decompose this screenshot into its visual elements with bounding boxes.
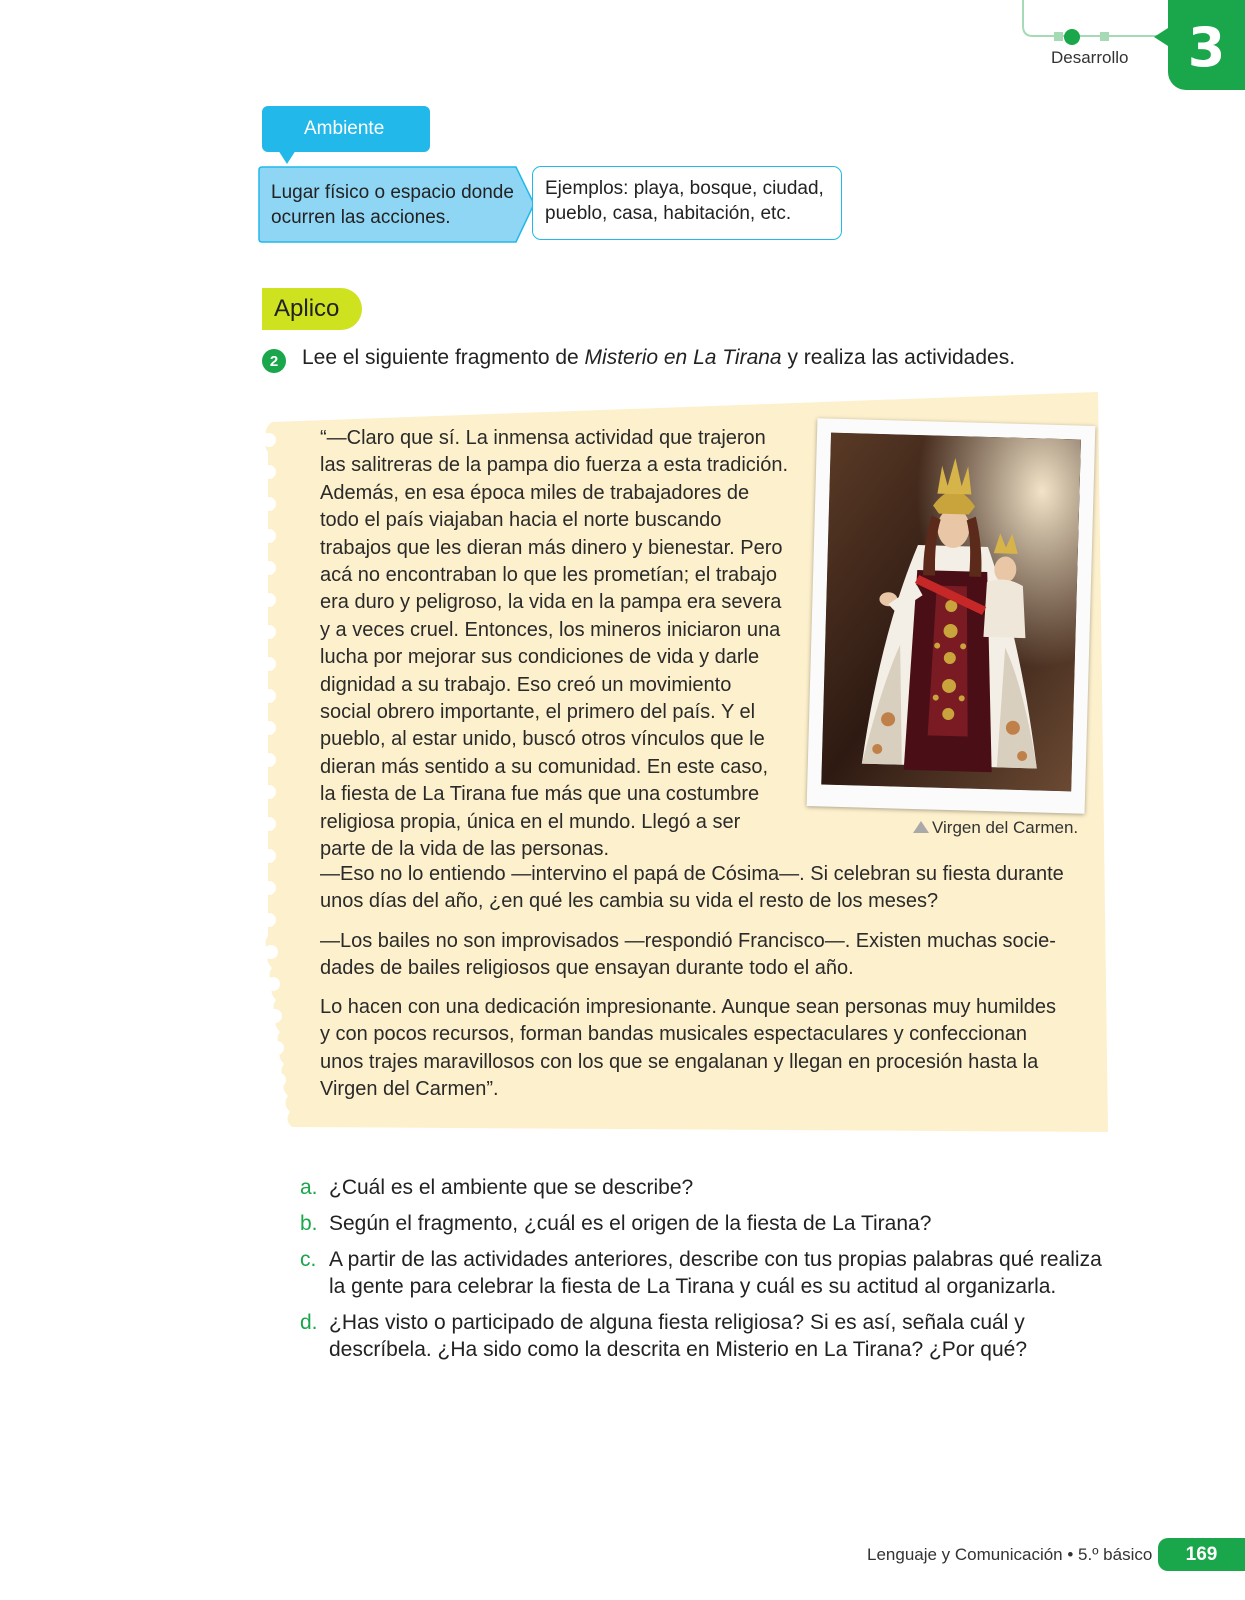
reading-line: —Los bailes no son improvisados —respondió Francisco—. Existen muchas socie-: [320, 930, 1056, 952]
reading-line: Además, en esa época miles de trabajadores de: [320, 481, 750, 504]
concept-tag: Ambiente: [262, 106, 430, 152]
activity-instruction: [302, 346, 1015, 370]
question-c: [300, 1246, 1120, 1300]
chapter-number: 3: [1187, 15, 1226, 79]
reading-paragraph-4: [320, 994, 1070, 1104]
reading-line: pueblo, al estar unido, buscó otros vínculos que le: [320, 728, 765, 751]
reading-line: —Eso no lo entiendo —intervino el papá de Cósima—. Si celebran su fiesta durante: [320, 863, 1064, 885]
reading-line: Lo hacen con una dedicación impresionante. Aunque sean personas muy humildes: [320, 996, 1057, 1018]
question-b: [300, 1210, 1120, 1237]
section-title: Aplico: [262, 288, 362, 330]
reading-line: unos trajes maravillosos con los que se engalanan y llegan en procesión hasta la: [320, 1050, 1039, 1073]
reading-line: todo el país viajaban hacia el norte buscando: [320, 509, 722, 532]
reading-line: parte de la vida de las personas.: [320, 838, 610, 861]
photo-caption-text: Virgen del Carmen.: [932, 818, 1079, 837]
page-number: 169: [1158, 1538, 1245, 1571]
question-text: ¿Has visto o participado de alguna fiesta religiosa? Si es así, señala cuál y descríbela. ¿Ha sido como la descrita en Misterio en La Tirana? ¿Por qué?: [329, 1311, 1028, 1361]
question-text: ¿Cuál es el ambiente que se describe?: [329, 1176, 694, 1199]
question-a: [300, 1174, 1120, 1201]
instruction-text-before: Lee el siguiente fragmento de: [302, 346, 585, 369]
caption-triangle-icon: [913, 821, 929, 833]
reading-line: trabajos que les dieran más dinero y bienestar. Pero: [320, 536, 783, 559]
section-label: Desarrollo: [1051, 48, 1129, 67]
reading-line: dades de bailes religiosos que ensayan durante todo el año.: [320, 957, 854, 980]
reading-line: las salitreras de la pampa dio fuerza a esta tradición.: [320, 454, 789, 477]
question-d: [300, 1309, 1120, 1363]
question-letter: d.: [300, 1311, 318, 1334]
reading-line: religiosa propia, única en el mundo. Llegó a ser: [320, 810, 741, 833]
instruction-text-after: y realiza las actividades.: [781, 346, 1016, 369]
activity-number: 2: [262, 349, 286, 373]
reading-line: y a veces cruel. Entonces, los mineros iniciaron una: [320, 618, 781, 641]
footer-subject: [867, 1545, 1152, 1565]
reading-line: acá no encontraban lo que les prometían; el trabajo: [320, 564, 777, 587]
reading-line: Virgen del Carmen”.: [320, 1078, 499, 1101]
reading-line: social obrero importante, el primero del país. Y el: [320, 701, 756, 724]
progress-step-3: [1100, 32, 1109, 41]
reading-line: era duro y peligroso, la vida en la pampa era severa: [320, 591, 782, 614]
footer-subject-name: Lenguaje y Comunicación: [867, 1545, 1063, 1564]
reading-paragraph-3: [320, 928, 1070, 983]
question-letter: a.: [300, 1176, 318, 1199]
progress-step-current: [1064, 29, 1080, 45]
book-title: Misterio en La Tirana: [584, 346, 782, 369]
chapter-tab: [1168, 0, 1245, 90]
question-letter: b.: [300, 1212, 318, 1235]
question-text: Según el fragmento, ¿cuál es el origen de la fiesta de La Tirana?: [329, 1212, 932, 1235]
question-text: A partir de las actividades anteriores, describe con tus propias palabras qué realiza la gente para celebrar la fiesta de La Tirana y cuál es su actitud al organizarla.: [329, 1248, 1102, 1298]
reading-line: la fiesta de La Tirana fue más que una costumbre: [320, 783, 760, 806]
question-letter: c.: [300, 1248, 317, 1271]
reading-line: “—Claro que sí. La inmensa actividad que trajeron: [320, 427, 766, 449]
reading-line: dieran más sentido a su comunidad. En este caso,: [320, 755, 769, 778]
progress-track: [1020, 0, 1170, 50]
footer-separator: •: [1067, 1545, 1074, 1564]
virgin-statue-photo: [821, 433, 1081, 792]
reading-line: unos días del año, ¿en qué les cambia su vida el resto de los meses?: [320, 890, 939, 913]
reading-paragraph-1: [320, 425, 795, 864]
definition-text: Lugar físico o espacio donde ocurren las acciones.: [271, 182, 514, 228]
reading-paragraph-2: [320, 861, 1070, 916]
examples-box: Ejemplos: playa, bosque, ciudad, pueblo, casa, habitación, etc.: [532, 166, 842, 240]
photo-frame: [807, 418, 1096, 814]
reading-line: lucha por mejorar sus condiciones de vida y darle: [320, 646, 760, 669]
reading-line: y con pocos recursos, forman bandas musicales espectaculares y confeccionan: [320, 1023, 1028, 1046]
progress-step-1: [1054, 32, 1063, 41]
photo-caption: [913, 818, 1078, 838]
concept-tag-pointer: [278, 150, 296, 164]
footer-grade: 5.º básico: [1078, 1545, 1153, 1564]
reading-line: dignidad a su trabajo. Eso creó un movimiento: [320, 673, 732, 696]
